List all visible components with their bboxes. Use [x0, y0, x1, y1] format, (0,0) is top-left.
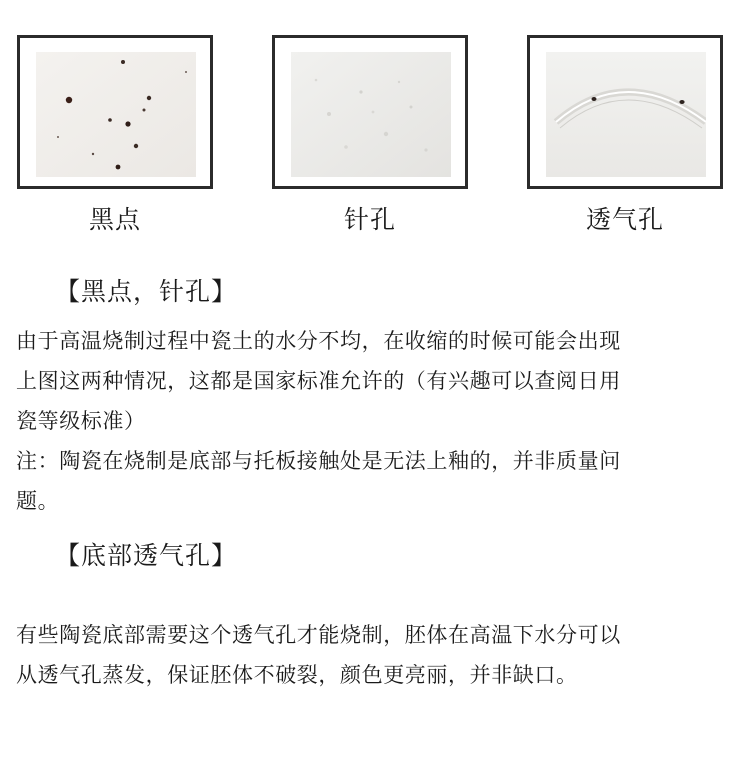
vent-hole-image — [546, 52, 706, 177]
caption-pinhole: 针孔 — [343, 205, 396, 234]
pinhole-image — [291, 52, 451, 177]
text-line: 注：陶瓷在烧制是底部与托板接触处是无法上釉的，并非质量问 — [16, 449, 621, 473]
text-line: 有些陶瓷底部需要这个透气孔才能烧制，胚体在高温下水分可以 — [16, 623, 621, 647]
text-line: 从透气孔蒸发，保证胚体不破裂，颜色更亮丽，并非缺口。 — [16, 663, 578, 687]
section-heading-vent-hole: 【底部透气孔】 — [55, 541, 238, 570]
text-line: 上图这两种情况，这都是国家标准允许的（有兴趣可以查阅日用 — [16, 369, 621, 393]
black-spots-image — [36, 52, 196, 177]
figure-black-spots — [17, 35, 213, 189]
caption-vent-hole: 透气孔 — [585, 205, 664, 234]
section-heading-spots-pinholes: 【黑点，针孔】 — [55, 277, 238, 306]
section-body-spots-pinholes — [16, 321, 736, 521]
figure-vent-hole — [527, 35, 723, 189]
text-line: 由于高温烧制过程中瓷土的水分不均，在收缩的时候可能会出现 — [16, 329, 621, 353]
text-line: 题。 — [16, 489, 60, 513]
figure-pinhole — [272, 35, 468, 189]
text-line: 瓷等级标准） — [16, 409, 146, 433]
section-body-vent-hole — [16, 615, 736, 695]
caption-black-spots: 黑点 — [88, 205, 141, 234]
